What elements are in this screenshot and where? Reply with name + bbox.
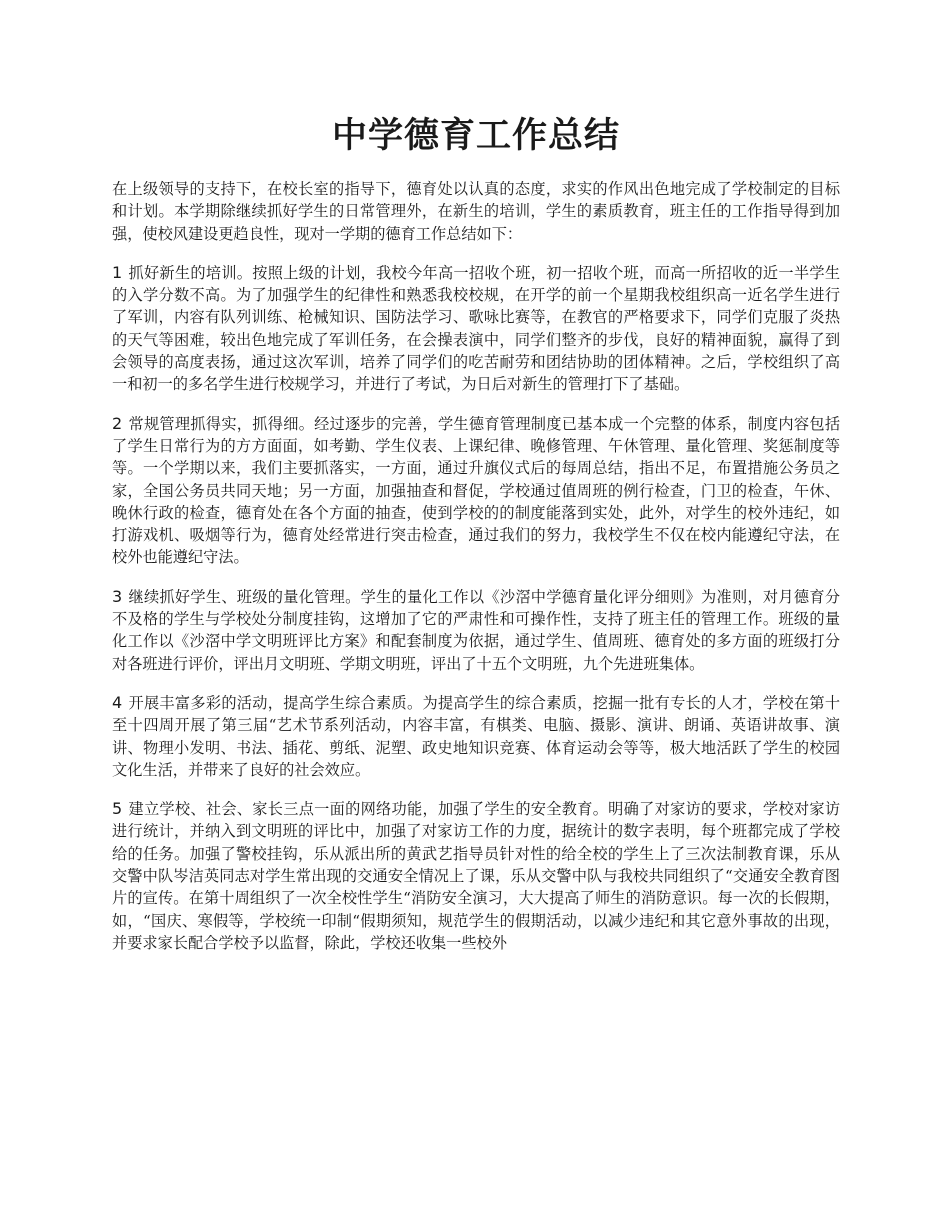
section-paragraph-4 <box>112 692 840 781</box>
section-number: 2 <box>112 413 123 433</box>
section-paragraph-1 <box>112 262 840 396</box>
section-text: 继续抓好学生、班级的量化管理。学生的量化工作以《沙滘中学德育量化评分细则》为准则，对月德育分不及格的学生与学校处分制度挂钩，这增加了它的严肃性和可操作性，支持了班主任的管理工作。班级的量化工作以《沙滘中学文明班评比方案》和配套制度为依据，通过学生、值周班、德育处的多方面的班级打分对各班进行评价，评出月文明班、学期文明班，评出了十五个文明班，九个先进班集体。 <box>112 587 840 673</box>
section-number: 4 <box>112 692 123 712</box>
document-page <box>112 110 840 971</box>
section-paragraph-5 <box>112 798 840 954</box>
section-number: 1 <box>112 262 123 282</box>
intro-paragraph: 在上级领导的支持下，在校长室的指导下，德育处以认真的态度，求实的作风出色地完成了学校制定的目标和计划。本学期除继续抓好学生的日常管理外，在新生的培训，学生的素质教育，班主任的工作指导得到加强，使校风建设更趋良性，现对一学期的德育工作总结如下： <box>112 180 840 243</box>
section-number: 5 <box>112 799 123 819</box>
section-text: 常规管理抓得实，抓得细。经过逐步的完善，学生德育管理制度已基本成一个完整的体系，制度内容包括了学生日常行为的方方面面，如考勤、学生仪表、上课纪律、晚修管理、午休管理、量化管理、奖惩制度等等。一个学期以来，我们主要抓落实，一方面，通过升旗仪式后的每周总结，指出不足，布置措施公务员之家，全国公务员共同天地；另一方面，加强抽查和督促，学校通过值周班的例行检查，门卫的检查，午休、晚休行政的检查，德育处在各个方面的抽查，使到学校的的制度能落到实处，此外，对学生的校外违纪，如打游戏机、吸烟等行为，德育处经常进行突击检查，通过我们的努力，我校学生不仅在校内能遵纪守法，在校外也能遵纪守法。 <box>112 414 840 567</box>
section-number: 3 <box>112 586 123 606</box>
section-text: 抓好新生的培训。按照上级的计划，我校今年高一招收个班，初一招收个班，而高一所招收的近一半学生的入学分数不高。为了加强学生的纪律性和熟悉我校校规，在开学的前一个星期我校组织高一近名学生进行了军训，内容有队列训练、枪械知识、国防法学习、歌咏比赛等，在教官的严格要求下，同学们克服了炎热的天气等困难，较出色地完成了军训任务，在会操表演中，同学们整齐的步伐，良好的精神面貌，赢得了到会领导的高度表扬，通过这次军训，培养了同学们的吃苦耐劳和团结协助的团体精神。之后，学校组织了高一和初一的多名学生进行校规学习，并进行了考试，为日后对新生的管理打下了基础。 <box>112 263 840 394</box>
document-title: 中学德育工作总结 <box>331 116 620 156</box>
section-text: 建立学校、社会、家长三点一面的网络功能，加强了学生的安全教育。明确了对家访的要求，学校对家访进行统计，并纳入到文明班的评比中，加强了对家访工作的力度，据统计的数字表明，每个班都完成了学校给的任务。加强了警校挂钩，乐从派出所的黄武艺指导员针对性的给全校的学生上了三次法制教育课，乐从交警中队岑洁英同志对学生常出现的交通安全情况上了课，乐从交警中队与我校共同组织了“交通安全教育图片的宣传。在第十周组织了一次全校性学生“消防安全演习，大大提高了师生的消防意识。每一次的长假期，如，“国庆、寒假等，学校统一印制“假期须知，规范学生的假期活动，以减少违纪和其它意外事故的出现，并要求家长配合学校予以监督，除此，学校还收集一些校外 <box>112 800 840 952</box>
section-paragraph-3 <box>112 586 840 675</box>
section-paragraph-2 <box>112 413 840 569</box>
section-text: 开展丰富多彩的活动，提高学生综合素质。为提高学生的综合素质，挖掘一批有专长的人才，学校在第十至十四周开展了第三届“艺术节系列活动，内容丰富，有棋类、电脑、摄影、演讲、朗诵、英语讲故事、演讲、物理小发明、书法、插花、剪纸、泥塑、政史地知识竞赛、体育运动会等等，极大地活跃了学生的校园文化生活，并带来了良好的社会效应。 <box>112 693 840 779</box>
